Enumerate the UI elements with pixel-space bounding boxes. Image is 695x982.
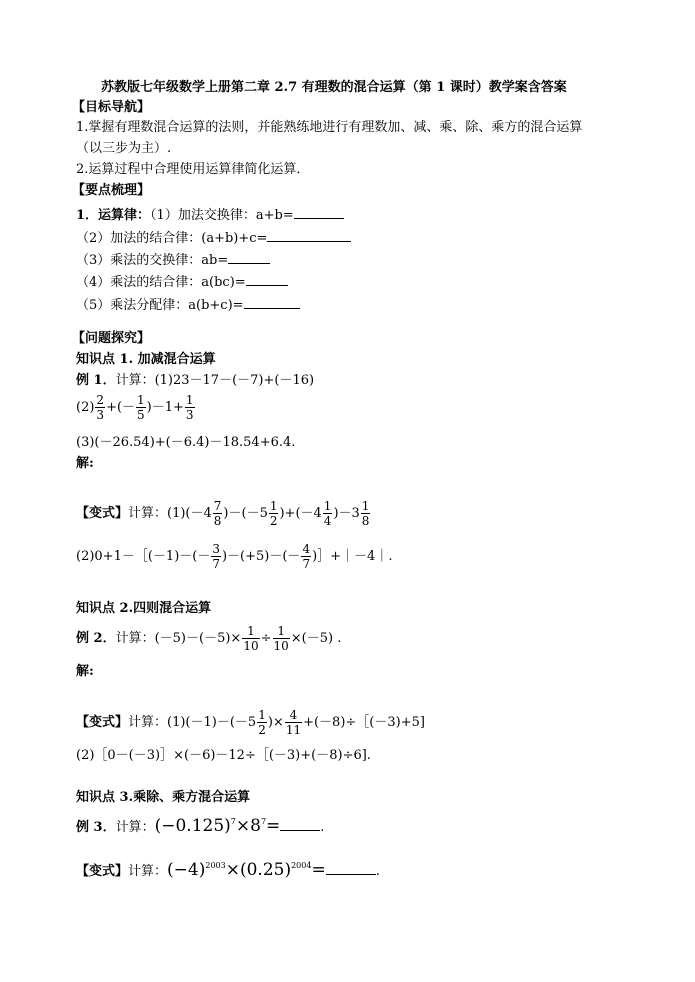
fraction <box>136 393 146 422</box>
example-1-text: 计算：(1)23－17－(－7)+(－16) <box>115 373 315 388</box>
goal-item-1: 1.掌握有理数混合运算的法则，并能熟练地进行有理数加、减、乘、除、乘方的混合运算 <box>76 120 583 135</box>
example-label: 例 1． <box>76 373 116 388</box>
numerator: 1 <box>361 499 370 513</box>
expr-text: ÷ <box>260 631 272 646</box>
numerator: 1 <box>242 624 259 639</box>
expr-text: )］+｜－4｜. <box>312 549 393 564</box>
part-label: (2) <box>76 400 95 415</box>
points-heading: 【要点梳理】 <box>72 183 151 198</box>
expr-text: )－(－5 <box>223 506 268 521</box>
expr-text: ×8 <box>235 816 261 836</box>
example-1-part-3: (3)(－26.54)+(－6.4)－18.54+6.4. <box>76 435 296 450</box>
explore-heading: 【问题探究】 <box>72 331 151 346</box>
denominator: 4 <box>323 514 332 528</box>
law-3 <box>76 251 270 269</box>
fraction <box>323 499 333 528</box>
fraction <box>273 624 290 653</box>
answer-blank <box>244 296 300 309</box>
example-3 <box>76 818 324 836</box>
answer-blank <box>326 862 376 875</box>
goal-item-1-cont: （以三步为主）. <box>76 141 172 156</box>
law-prefix: 1．运算律： <box>76 208 151 223</box>
expr-text: . <box>320 820 325 835</box>
exponent: 2003 <box>205 861 226 870</box>
numerator: 4 <box>285 708 302 723</box>
numerator: 7 <box>213 499 222 513</box>
denominator: 2 <box>258 723 266 737</box>
example-1-part-2 <box>76 392 196 424</box>
solution-label: 解: <box>76 664 94 679</box>
solution-label: 解: <box>76 456 94 471</box>
fraction <box>95 393 105 422</box>
expr-text: ×(－5) . <box>290 631 342 646</box>
denominator: 2 <box>269 514 278 528</box>
variant-label: 【变式】 <box>76 715 129 730</box>
answer-blank <box>280 818 320 831</box>
denominator: 3 <box>96 408 105 422</box>
expr-text: = <box>266 816 281 836</box>
denominator: 7 <box>302 557 311 571</box>
expr-text: (2)0+1－［(－1)－(－ <box>76 549 211 564</box>
exponent: 7 <box>230 817 236 826</box>
example-label: 例 3． <box>76 820 116 835</box>
fraction <box>242 624 259 653</box>
fraction <box>269 499 279 528</box>
numerator: 1 <box>269 499 278 513</box>
exponent: 2004 <box>291 861 312 870</box>
fraction <box>301 542 311 571</box>
expr-text: = <box>311 860 326 880</box>
expr-text: 计算：(1)(－4 <box>128 506 212 521</box>
exponent: 7 <box>260 817 267 826</box>
fraction <box>211 542 221 571</box>
variant-3 <box>76 862 380 880</box>
denominator: 5 <box>137 408 145 422</box>
law-1 <box>76 206 344 224</box>
expr-text: 计算：(1)(－1)－(－5 <box>128 715 257 730</box>
expr-text: (−0.125) <box>154 816 231 836</box>
fraction <box>257 708 267 737</box>
variant-1 <box>76 497 371 531</box>
denominator: 10 <box>273 639 289 653</box>
knowledge-point-1: 知识点 1. 加减混合运算 <box>76 352 216 367</box>
fraction <box>361 499 371 528</box>
denominator: 8 <box>213 514 222 528</box>
numerator: 1 <box>137 393 145 407</box>
numerator: 1 <box>323 499 332 513</box>
numerator: 1 <box>273 624 290 639</box>
example-label: 例 2． <box>76 631 116 646</box>
denominator: 3 <box>185 408 194 422</box>
expr-text: )+(－4 <box>279 506 322 521</box>
expr-text: 计算： <box>115 820 155 835</box>
law-4-text: （4）乘法的结合律：a(bc)= <box>76 275 246 290</box>
page-title: 苏教版七年级数学上册第二章 2.7 有理数的混合运算（第 1 课时）教学案含答案 <box>101 80 567 95</box>
fraction <box>285 708 302 737</box>
expr-text: +(－ <box>106 400 136 415</box>
knowledge-point-2: 知识点 2.四则混合运算 <box>76 601 212 616</box>
numerator: 2 <box>96 393 105 407</box>
variant-1-part-2 <box>76 540 392 574</box>
variant-label: 【变式】 <box>76 864 129 879</box>
law-2 <box>76 229 351 247</box>
answer-blank <box>294 206 344 219</box>
law-5-text: （5）乘法分配律：a(b+c)= <box>76 298 244 313</box>
expr-text: )－1+ <box>146 400 184 415</box>
numerator: 4 <box>302 542 311 556</box>
law-4 <box>76 273 288 291</box>
expr-text: (−4) <box>167 860 206 880</box>
numerator: 1 <box>185 393 194 407</box>
variant-2 <box>76 706 425 740</box>
answer-blank <box>267 229 351 242</box>
law-5 <box>76 296 300 314</box>
law-1-text: （1）加法交换律：a+b= <box>150 208 294 223</box>
fraction <box>213 499 223 528</box>
expr-text: . <box>375 864 380 879</box>
law-3-text: （3）乘法的交换律：ab= <box>76 253 229 268</box>
variant-label: 【变式】 <box>76 506 129 521</box>
denominator: 8 <box>361 514 370 528</box>
denominator: 10 <box>243 639 259 653</box>
goal-item-2: 2.运算过程中合理使用运算律简化运算． <box>76 162 310 177</box>
answer-blank <box>246 273 288 286</box>
answer-blank <box>228 251 270 264</box>
example-1 <box>76 373 314 389</box>
example-2 <box>76 622 341 656</box>
expr-text: )－(+5)－(－ <box>221 549 301 564</box>
expr-text: 计算： <box>128 864 168 879</box>
expr-text: 计算：(－5)－(－5)× <box>115 631 242 646</box>
expr-text: )－3 <box>333 506 360 521</box>
knowledge-point-3: 知识点 3.乘除、乘方混合运算 <box>76 790 251 805</box>
numerator: 1 <box>258 708 266 722</box>
expr-text: )× <box>267 715 284 730</box>
expr-text: ×(0.25) <box>225 860 292 880</box>
law-2-text: （2）加法的结合律：(a+b)+c= <box>76 231 268 246</box>
numerator: 3 <box>212 542 220 556</box>
goals-heading: 【目标导航】 <box>72 100 151 115</box>
fraction <box>185 393 195 422</box>
variant-2-part-2: (2)［0－(－3)］×(－6)－12÷［(－3)+(－8)÷6]. <box>76 748 371 763</box>
denominator: 11 <box>285 723 302 737</box>
expr-text: +(－8)÷［(－3)+5] <box>303 715 425 730</box>
denominator: 7 <box>212 557 220 571</box>
